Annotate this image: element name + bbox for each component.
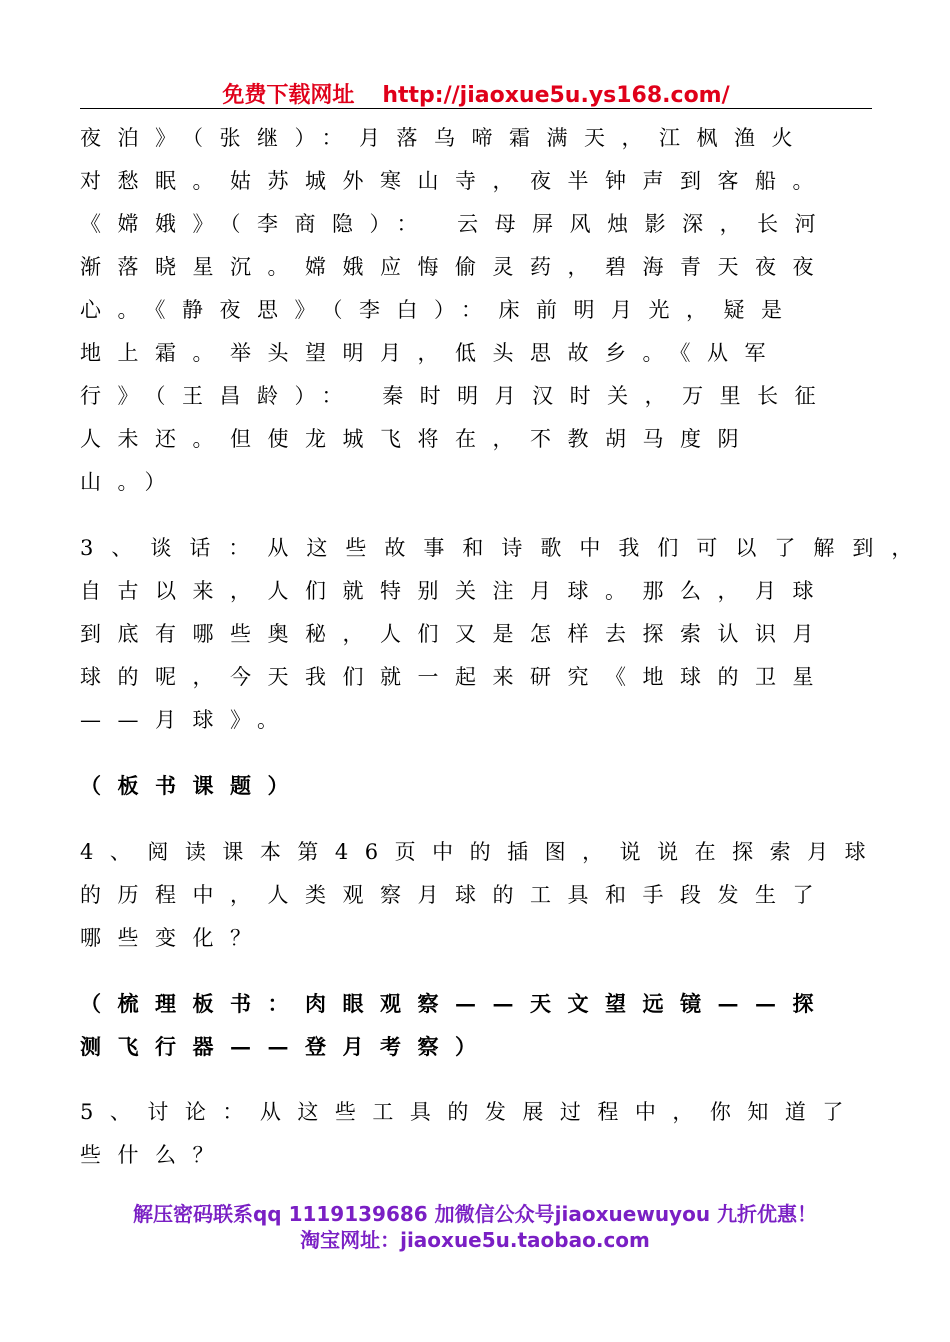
page-header	[80, 78, 872, 109]
text-line: 对愁眠。姑苏城外寒山寺，夜半钟声到客船。	[80, 169, 830, 193]
board-title-note: （板书课题）	[80, 773, 305, 798]
text-line: 人未还。但使龙城飞将在，不教胡马度阴	[80, 427, 755, 451]
header-label: 免费下载网址	[222, 83, 355, 108]
text-line: 山。）	[80, 470, 182, 494]
text-line: 到底有哪些奥秘，人们又是怎样去探索认识月	[80, 622, 830, 646]
text-line: 球的呢，今天我们就一起来研究《地球的卫星	[80, 665, 830, 689]
text-line: 渐落晓星沉。嫦娥应悔偷灵药，碧海青天夜夜	[80, 255, 830, 279]
board-summary-line: 测飞行器——登月考察）	[80, 1034, 493, 1059]
text-line: 《嫦娥》（李商隐）： 云母屏风烛影深，长河	[80, 212, 833, 236]
text-line: 心。《静夜思》（李白）：床前明月光，疑是	[80, 298, 799, 322]
text-line: 的历程中，人类观察月球的工具和手段发生了	[80, 883, 830, 907]
text-line: 哪些变化？	[80, 926, 268, 950]
text-line: ——月球》。	[80, 708, 295, 732]
text-line: 夜泊》（张继）：月落乌啼霜满天，江枫渔火	[80, 126, 809, 150]
header-url[interactable]: http://jiaoxue5u.ys168.com/	[382, 83, 730, 108]
board-summary-line: （梳理板书：肉眼观察——天文望远镜——探	[80, 991, 830, 1016]
footer-shop-url[interactable]: 淘宝网址：jiaoxue5u.taobao.com	[300, 1228, 650, 1252]
text-line: 3、谈话：从这些故事和诗歌中我们可以了解到，	[80, 536, 931, 560]
text-line: 行》（王昌龄）： 秦时明月汉时关，万里长征	[80, 384, 833, 408]
text-line: 5、讨论：从这些工具的发展过程中，你知道了	[80, 1100, 860, 1124]
text-line: 些什么？	[80, 1143, 230, 1167]
text-line: 4、阅读课本第46页中的插图，说说在探索月球	[80, 840, 883, 864]
text-line: 地上霜。举头望明月，低头思故乡。《从军	[80, 341, 782, 365]
text-line: 自古以来，人们就特别关注月球。那么，月球	[80, 579, 830, 603]
footer-contact: 解压密码联系qq 1119139686 加微信公众号jiaoxuewuyou 九折优惠！	[132, 1202, 818, 1226]
